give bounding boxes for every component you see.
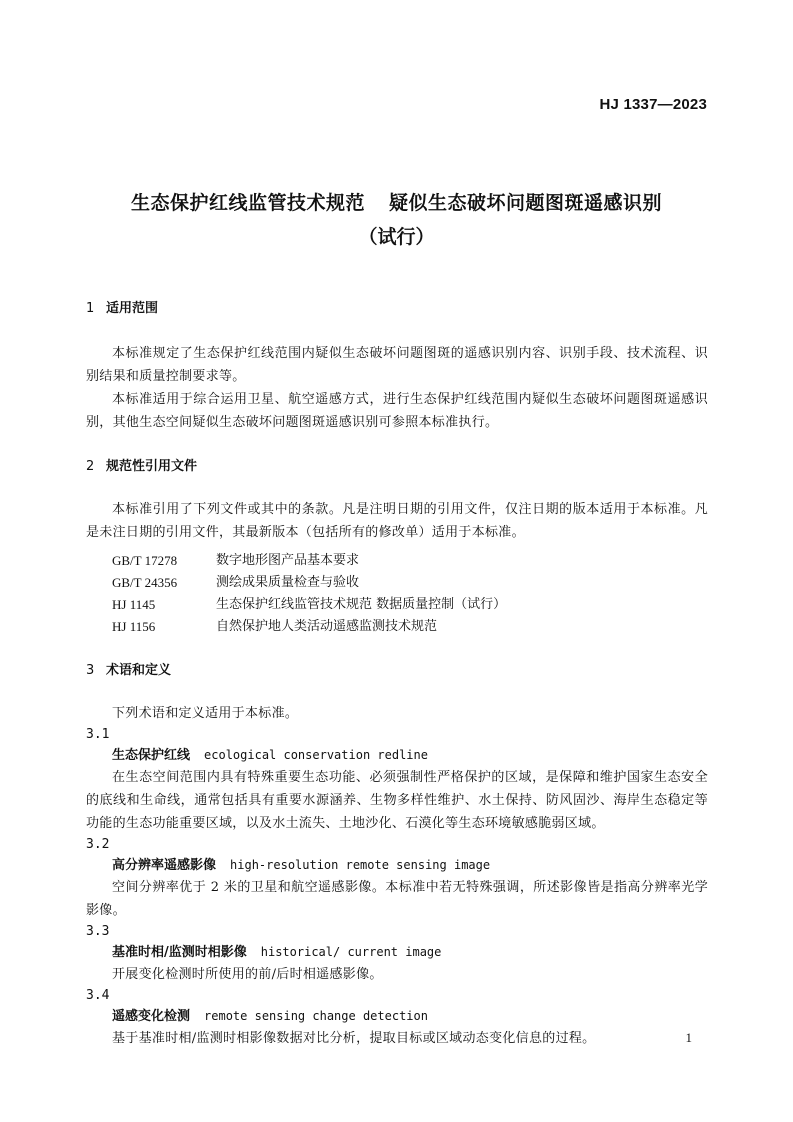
term-number: 3.2 [86, 837, 110, 852]
term-name: 遥感变化检测 remote sensing change detection [112, 1009, 428, 1024]
reference-item: GB/T 24356 测绘成果质量检查与验收 [112, 575, 360, 590]
section-heading-1: 1 适用范围 [86, 301, 159, 316]
section-1-paragraph-2: 本标准适用于综合运用卫星、航空遥感方式，进行生态保护红线范围内疑似生态破坏问题图斑遥感识别，其他生态空间疑似生态破坏问题图斑遥感识别可参照本标准执行。 [86, 392, 708, 430]
term-entry [86, 986, 708, 1050]
section-2-paragraph-1: 本标准引用了下列文件或其中的条款。凡是注明日期的引用文件，仅注日期的版本适用于本标准。凡是未注日期的引用文件，其最新版本（包括所有的修改单）适用于本标准。 [86, 502, 708, 540]
section-3-intro: 下列术语和定义适用于本标准。 [112, 706, 299, 721]
term-number: 3.3 [86, 924, 110, 939]
term-entry [86, 835, 708, 922]
reference-item: GB/T 17278 数字地形图产品基本要求 [112, 553, 360, 568]
term-definition: 在生态空间范围内具有特殊重要生态功能、必须强制性严格保护的区域，是保障和维护国家生态安全的底线和生命线，通常包括具有重要水源涵养、生物多样性维护、水土保持、防风固沙、海岸生态稳定等功能的生态功能重要区域，以及水土流失、土地沙化、石漠化等生态环境敏感脆弱区域。 [86, 770, 708, 831]
term-name: 基准时相/监测时相影像 historical/ current image [112, 945, 442, 960]
term-definition: 空间分辨率优于 2 米的卫星和航空遥感影像。本标准中若无特殊强调，所述影像皆是指高分辨率光学影像。 [86, 880, 708, 918]
term-name: 生态保护红线 ecological conservation redline [112, 748, 428, 763]
term-name: 高分辨率遥感影像 high-resolution remote sensing image [112, 858, 491, 873]
section-heading-3: 3 术语和定义 [86, 663, 172, 678]
title-part-2: 疑似生态破坏问题图斑遥感识别 [389, 192, 663, 214]
section-heading-2: 2 规范性引用文件 [86, 459, 198, 474]
term-definition: 开展变化检测时所使用的前/后时相遥感影像。 [112, 967, 383, 982]
page-number: 1 [685, 1030, 692, 1045]
reference-item: HJ 1156 自然保护地人类活动遥感监测技术规范 [112, 619, 438, 634]
standard-number: HJ 1337—2023 [599, 96, 707, 113]
reference-list [86, 550, 708, 638]
term-number: 3.4 [86, 988, 110, 1003]
document-subtitle: （试行） [358, 226, 435, 248]
term-entry [86, 922, 708, 986]
document-body [86, 298, 708, 1050]
section-1-paragraph-1: 本标准规定了生态保护红线范围内疑似生态破坏问题图斑的遥感识别内容、识别手段、技术流程、识别结果和质量控制要求等。 [86, 346, 708, 384]
term-number: 3.1 [86, 727, 110, 742]
reference-item: HJ 1145 生态保护红线监管技术规范 数据质量控制（试行） [112, 597, 507, 612]
title-part-1: 生态保护红线监管技术规范 [130, 192, 365, 214]
document-title [0, 188, 793, 215]
term-entry [86, 725, 708, 835]
term-definition: 基于基准时相/监测时相影像数据对比分析，提取目标或区域动态变化信息的过程。 [112, 1031, 596, 1046]
